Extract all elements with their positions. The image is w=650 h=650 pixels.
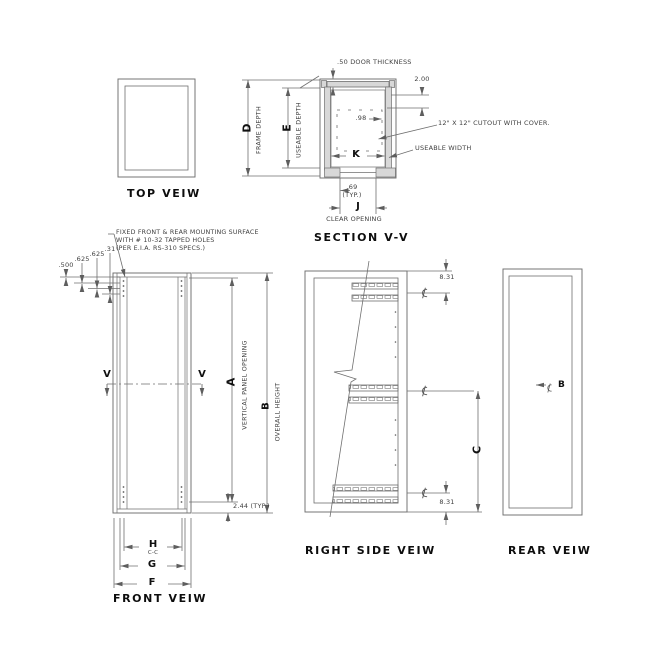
height-dimensions xyxy=(189,273,273,522)
overall-height-label: OVERALL HEIGHT xyxy=(274,382,282,442)
dim-f: F xyxy=(148,577,156,588)
right-side-view-title: RIGHT SIDE VEIW xyxy=(305,544,436,557)
dim-831-bottom: 8.31 xyxy=(439,498,455,506)
centerline-icon xyxy=(548,384,552,393)
dim-831-top: 8.31 xyxy=(439,273,455,281)
dim-k: K xyxy=(352,149,360,160)
dim-h: H xyxy=(148,539,158,550)
useable-width-label: USEABLE WIDTH xyxy=(415,144,472,152)
dim-69: .69 xyxy=(346,183,358,191)
rear-view-linework xyxy=(503,269,582,515)
rear-dim-b: B xyxy=(558,380,565,390)
dim-b: B xyxy=(260,402,272,410)
right-side-view-linework xyxy=(305,259,482,525)
dim-g: G xyxy=(147,559,157,570)
mounting-note-line1: FIXED FRONT & REAR MOUNTING SURFACE xyxy=(116,229,259,236)
mounting-note-line2: WITH # 10-32 TAPPED HOLES xyxy=(116,237,215,244)
frame-depth-label: FRAME DEPTH xyxy=(255,106,263,154)
dim-2-00: 2.00 xyxy=(414,75,430,83)
clear-opening-label: CLEAR OPENING xyxy=(326,215,382,223)
section-cut-label-right: V xyxy=(198,369,206,380)
dim-j: J xyxy=(356,201,360,212)
top-view-title: TOP VEIW xyxy=(127,187,201,200)
front-view-title: FRONT VEIW xyxy=(113,592,208,605)
rail-holes xyxy=(123,280,183,503)
cc-label: C-C xyxy=(147,550,159,556)
dim-31: .31 xyxy=(104,245,116,253)
side-dimensions xyxy=(407,259,482,525)
cutout-note: 12" X 12" CUTOUT WITH COVER. xyxy=(438,119,550,127)
section-vv-title: SECTION V-V xyxy=(314,231,410,244)
rear-view-title: REAR VEIW xyxy=(508,544,592,557)
section-vv-linework xyxy=(320,68,437,214)
dim-d: D xyxy=(240,123,254,133)
mounting-note-line3: (PER E.I.A. RS-310 SPECS.) xyxy=(116,245,206,252)
dim-625b: .625 xyxy=(89,250,105,258)
section-cut-label-left: V xyxy=(103,369,111,380)
dim-625a: .625 xyxy=(74,255,90,263)
dim-c: C xyxy=(470,445,484,455)
vertical-panel-opening-label: VERTICAL PANEL OPENING xyxy=(241,340,249,430)
slotted-bars xyxy=(333,283,398,503)
dim-a: A xyxy=(224,377,238,387)
useable-depth-label: USEABLE DEPTH xyxy=(295,102,303,158)
dim-e: E xyxy=(280,124,294,132)
dim-98: .98 xyxy=(355,114,367,122)
top-view-linework xyxy=(118,79,195,177)
door-thickness-note: .50 DOOR THICKNESS xyxy=(337,58,412,66)
dim-500: .500 xyxy=(58,261,74,269)
typ-label: (TYP.) xyxy=(342,191,362,199)
dim-244: 2.44 (TYP.) xyxy=(233,502,270,510)
